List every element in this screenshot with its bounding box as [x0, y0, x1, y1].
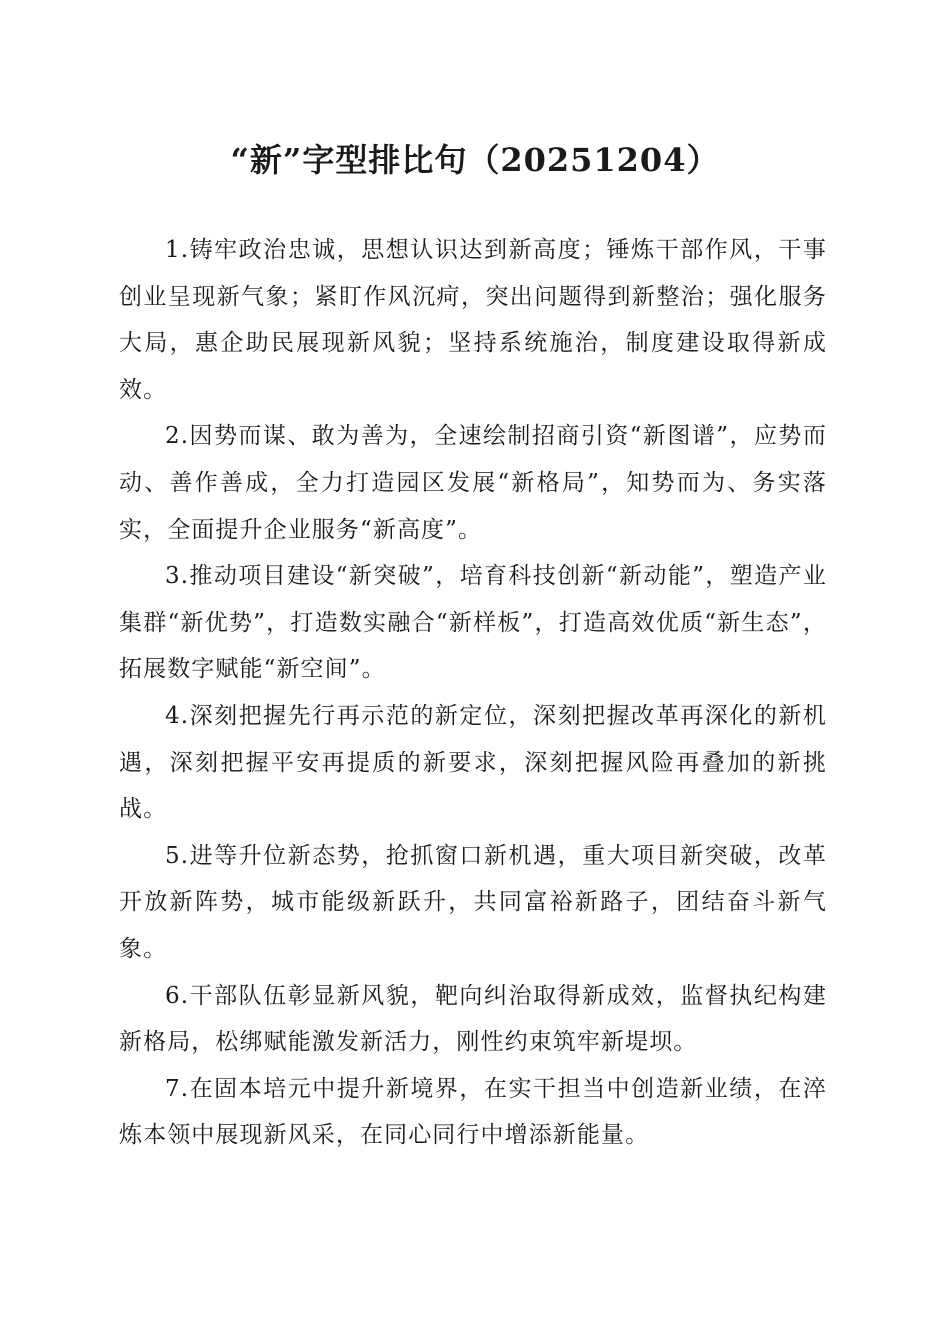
- paragraph-1: 1.铸牢政治忠诚，思想认识达到新高度；锤炼干部作风，干事创业呈现新气象；紧盯作风沉疴，突出问题得到新整治；强化服务大局，惠企助民展现新风貌；坚持系统施治，制度建设取得新成效。: [119, 237, 827, 403]
- document-body: [119, 227, 827, 1159]
- paragraph-2: 2.因势而谋、敢为善为，全速绘制招商引资“新图谱”，应势而动、善作善成，全力打造园区发展“新格局”，知势而为、务实落实，全面提升企业服务“新高度”。: [119, 423, 827, 543]
- paragraph-3: 3.推动项目建设“新突破”，培育科技创新“新动能”，塑造产业集群“新优势”，打造数实融合“新样板”，打造高效优质“新生态”，拓展数字赋能“新空间”。: [119, 563, 827, 683]
- paragraph-4: 4.深刻把握先行再示范的新定位，深刻把握改革再深化的新机遇，深刻把握平安再提质的新要求，深刻把握风险再叠加的新挑战。: [119, 702, 827, 823]
- document-title: “新”字型排比句（20251204）: [230, 141, 720, 179]
- paragraph-7: 7.在固本培元中提升新境界，在实干担当中创造新业绩，在淬炼本领中展现新风采，在同心同行中增添新能量。: [119, 1075, 827, 1149]
- paragraph-5: 5.进等升位新态势，抢抓窗口新机遇，重大项目新突破，改革开放新阵势，城市能级新跃升，共同富裕新路子，团结奋斗新气象。: [119, 842, 827, 962]
- paragraph-6: 6.干部队伍彰显新风貌，靶向纠治取得新成效，监督执纪构建新格局，松绑赋能激发新活力，刚性约束筑牢新堤坝。: [119, 982, 827, 1056]
